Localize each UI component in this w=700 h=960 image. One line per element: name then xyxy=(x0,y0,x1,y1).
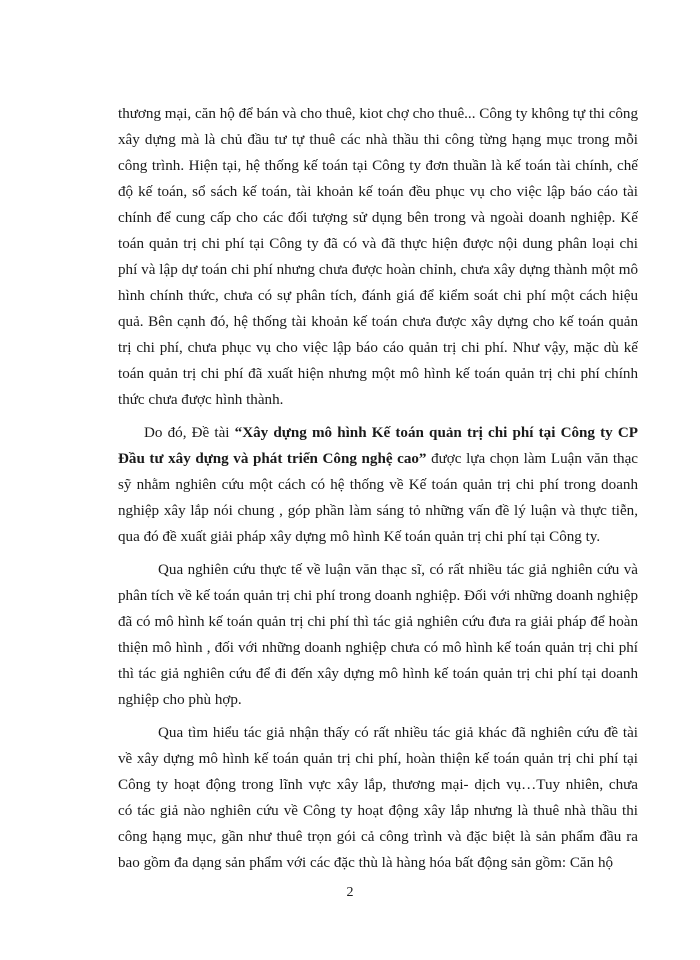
text-line xyxy=(118,498,638,524)
text-line xyxy=(118,687,638,713)
text-line xyxy=(118,205,638,231)
text-line xyxy=(118,101,638,127)
text-segment: công hạng mục, gần như thuê trọn gói cả công trình và đặc biệt là sản phẩm đầu ra xyxy=(118,829,638,845)
paragraph xyxy=(118,720,638,876)
text-line xyxy=(118,309,638,335)
text-line xyxy=(118,179,638,205)
text-line xyxy=(118,635,638,661)
text-segment: phí và lập dự toán chi phí nhưng chưa được hoàn chỉnh, chưa xây dựng thành một mô xyxy=(118,262,638,278)
text-segment: độ kế toán, sổ sách kế toán, tài khoản kế toán đều phục vụ cho việc lập báo cáo tài xyxy=(118,184,638,200)
text-line xyxy=(118,850,638,876)
text-segment: Qua tìm hiểu tác giả nhận thấy có rất nhiều tác giả khác đã nghiên cứu đề tài xyxy=(158,725,638,741)
text-line xyxy=(118,153,638,179)
text-segment: thức chưa được hình thành. xyxy=(118,392,284,408)
text-line xyxy=(118,772,638,798)
text-segment: nghiệp xây lắp nói chung , góp phần làm sáng tỏ những vấn đề lý luận và thực tiễn, xyxy=(118,503,638,519)
bold-text-segment: “Xây dựng mô hình Kế toán quản trị chi phí tại Công ty CP xyxy=(234,425,638,441)
text-segment: thiện mô hình , đối với những doanh nghiệp chưa có mô hình kế toán quản trị chi phí xyxy=(118,640,638,656)
text-line xyxy=(118,824,638,850)
text-segment: xây dựng mà là chủ đầu tư tự thuê các nhà thầu thi công từng hạng mục trong mỗi xyxy=(118,132,638,148)
text-line xyxy=(118,446,638,472)
text-segment: về xây dựng mô hình kế toán quản trị chi phí, hoàn thiện kế toán quản trị chi phí tại xyxy=(118,751,638,767)
body-text xyxy=(118,101,638,876)
text-segment: chính để cung cấp cho các đối tượng sử dụng bên trong và ngoài doanh nghiệp. Kế xyxy=(118,210,638,226)
text-segment: nghiệp cho phù hợp. xyxy=(118,692,242,708)
paragraph-spacing xyxy=(118,413,638,420)
text-segment: thì tác giả nghiên cứu để đi đến xây dựng mô hình kế toán quản trị chi phí tại doanh xyxy=(118,666,638,682)
text-line xyxy=(118,387,638,413)
text-line xyxy=(118,557,638,583)
text-segment: bao gồm đa dạng sản phẩm với các đặc thù là hàng hóa bất động sản gồm: Căn hộ xyxy=(118,855,614,871)
text-line xyxy=(118,335,638,361)
text-segment: Do đó, Đề tài xyxy=(144,425,235,441)
paragraph-spacing xyxy=(118,550,638,557)
text-segment: công trình. Hiện tại, hệ thống kế toán tại Công ty đơn thuần là kế toán tài chính, chế xyxy=(118,158,638,174)
text-segment: Công ty hoạt động trong lĩnh vực xây lắp, thương mại- dịch vụ…Tuy nhiên, chưa xyxy=(118,777,638,793)
paragraph-spacing xyxy=(118,713,638,720)
text-line xyxy=(118,283,638,309)
text-segment: đã có mô hình kế toán quản trị chi phí thì tác giả nghiên cứu đưa ra giải pháp để hoàn xyxy=(118,614,638,630)
text-line xyxy=(118,609,638,635)
text-line xyxy=(118,127,638,153)
text-line xyxy=(118,231,638,257)
text-line xyxy=(118,746,638,772)
text-line xyxy=(118,524,638,550)
text-line xyxy=(118,420,638,446)
text-segment: trị chi phí, chưa phục vụ cho việc lập báo cáo quản trị chi phí. Như vậy, mặc dù kế xyxy=(118,340,638,356)
text-segment: phân tích về kế toán quản trị chi phí trong doanh nghiệp. Đối với những doanh nghiệp xyxy=(118,588,638,604)
text-segment: Qua nghiên cứu thực tế về luận văn thạc sĩ, có rất nhiều tác giả nghiên cứu và xyxy=(158,562,638,578)
text-segment: sỹ nhằm nghiên cứu một cách có hệ thống về Kế toán quản trị chi phí trong doanh xyxy=(118,477,638,493)
text-line xyxy=(118,583,638,609)
text-segment: được lựa chọn làm Luận văn thạc xyxy=(426,451,638,467)
text-line xyxy=(118,720,638,746)
text-segment: có tác giả nào nghiên cứu về Công ty hoạt động xây lắp nhưng là thuê nhà thầu thi xyxy=(118,803,638,819)
paragraph xyxy=(118,101,638,413)
bold-text-segment: Đầu tư xây dựng và phát triển Công nghệ cao” xyxy=(118,451,427,467)
paragraph xyxy=(118,557,638,713)
text-line xyxy=(118,798,638,824)
text-line xyxy=(118,661,638,687)
paragraph xyxy=(118,420,638,550)
text-segment: toán quản trị chi phí đã xuất hiện nhưng một mô hình kế toán quản trị chi phí chính xyxy=(118,366,638,382)
text-segment: hình chính thức, chưa có sự phân tích, đánh giá để kiểm soát chi phí một cách hiệu xyxy=(118,288,638,304)
text-segment: thương mại, căn hộ để bán và cho thuê, kiot chợ cho thuê... Công ty không tự thi công xyxy=(118,106,638,122)
text-line xyxy=(118,257,638,283)
text-line xyxy=(118,361,638,387)
text-segment: quả. Bên cạnh đó, hệ thống tài khoản kế toán chưa được xây dựng cho kế toán quản xyxy=(118,314,638,330)
text-segment: qua đó đề xuất giải pháp xây dựng mô hình Kế toán quản trị chi phí tại Công ty. xyxy=(118,529,601,545)
text-segment: toán quản trị chi phí tại Công ty đã có và đã thực hiện được nội dung phân loại chi xyxy=(118,236,638,252)
page-number: 2 xyxy=(346,885,354,900)
text-line xyxy=(118,472,638,498)
